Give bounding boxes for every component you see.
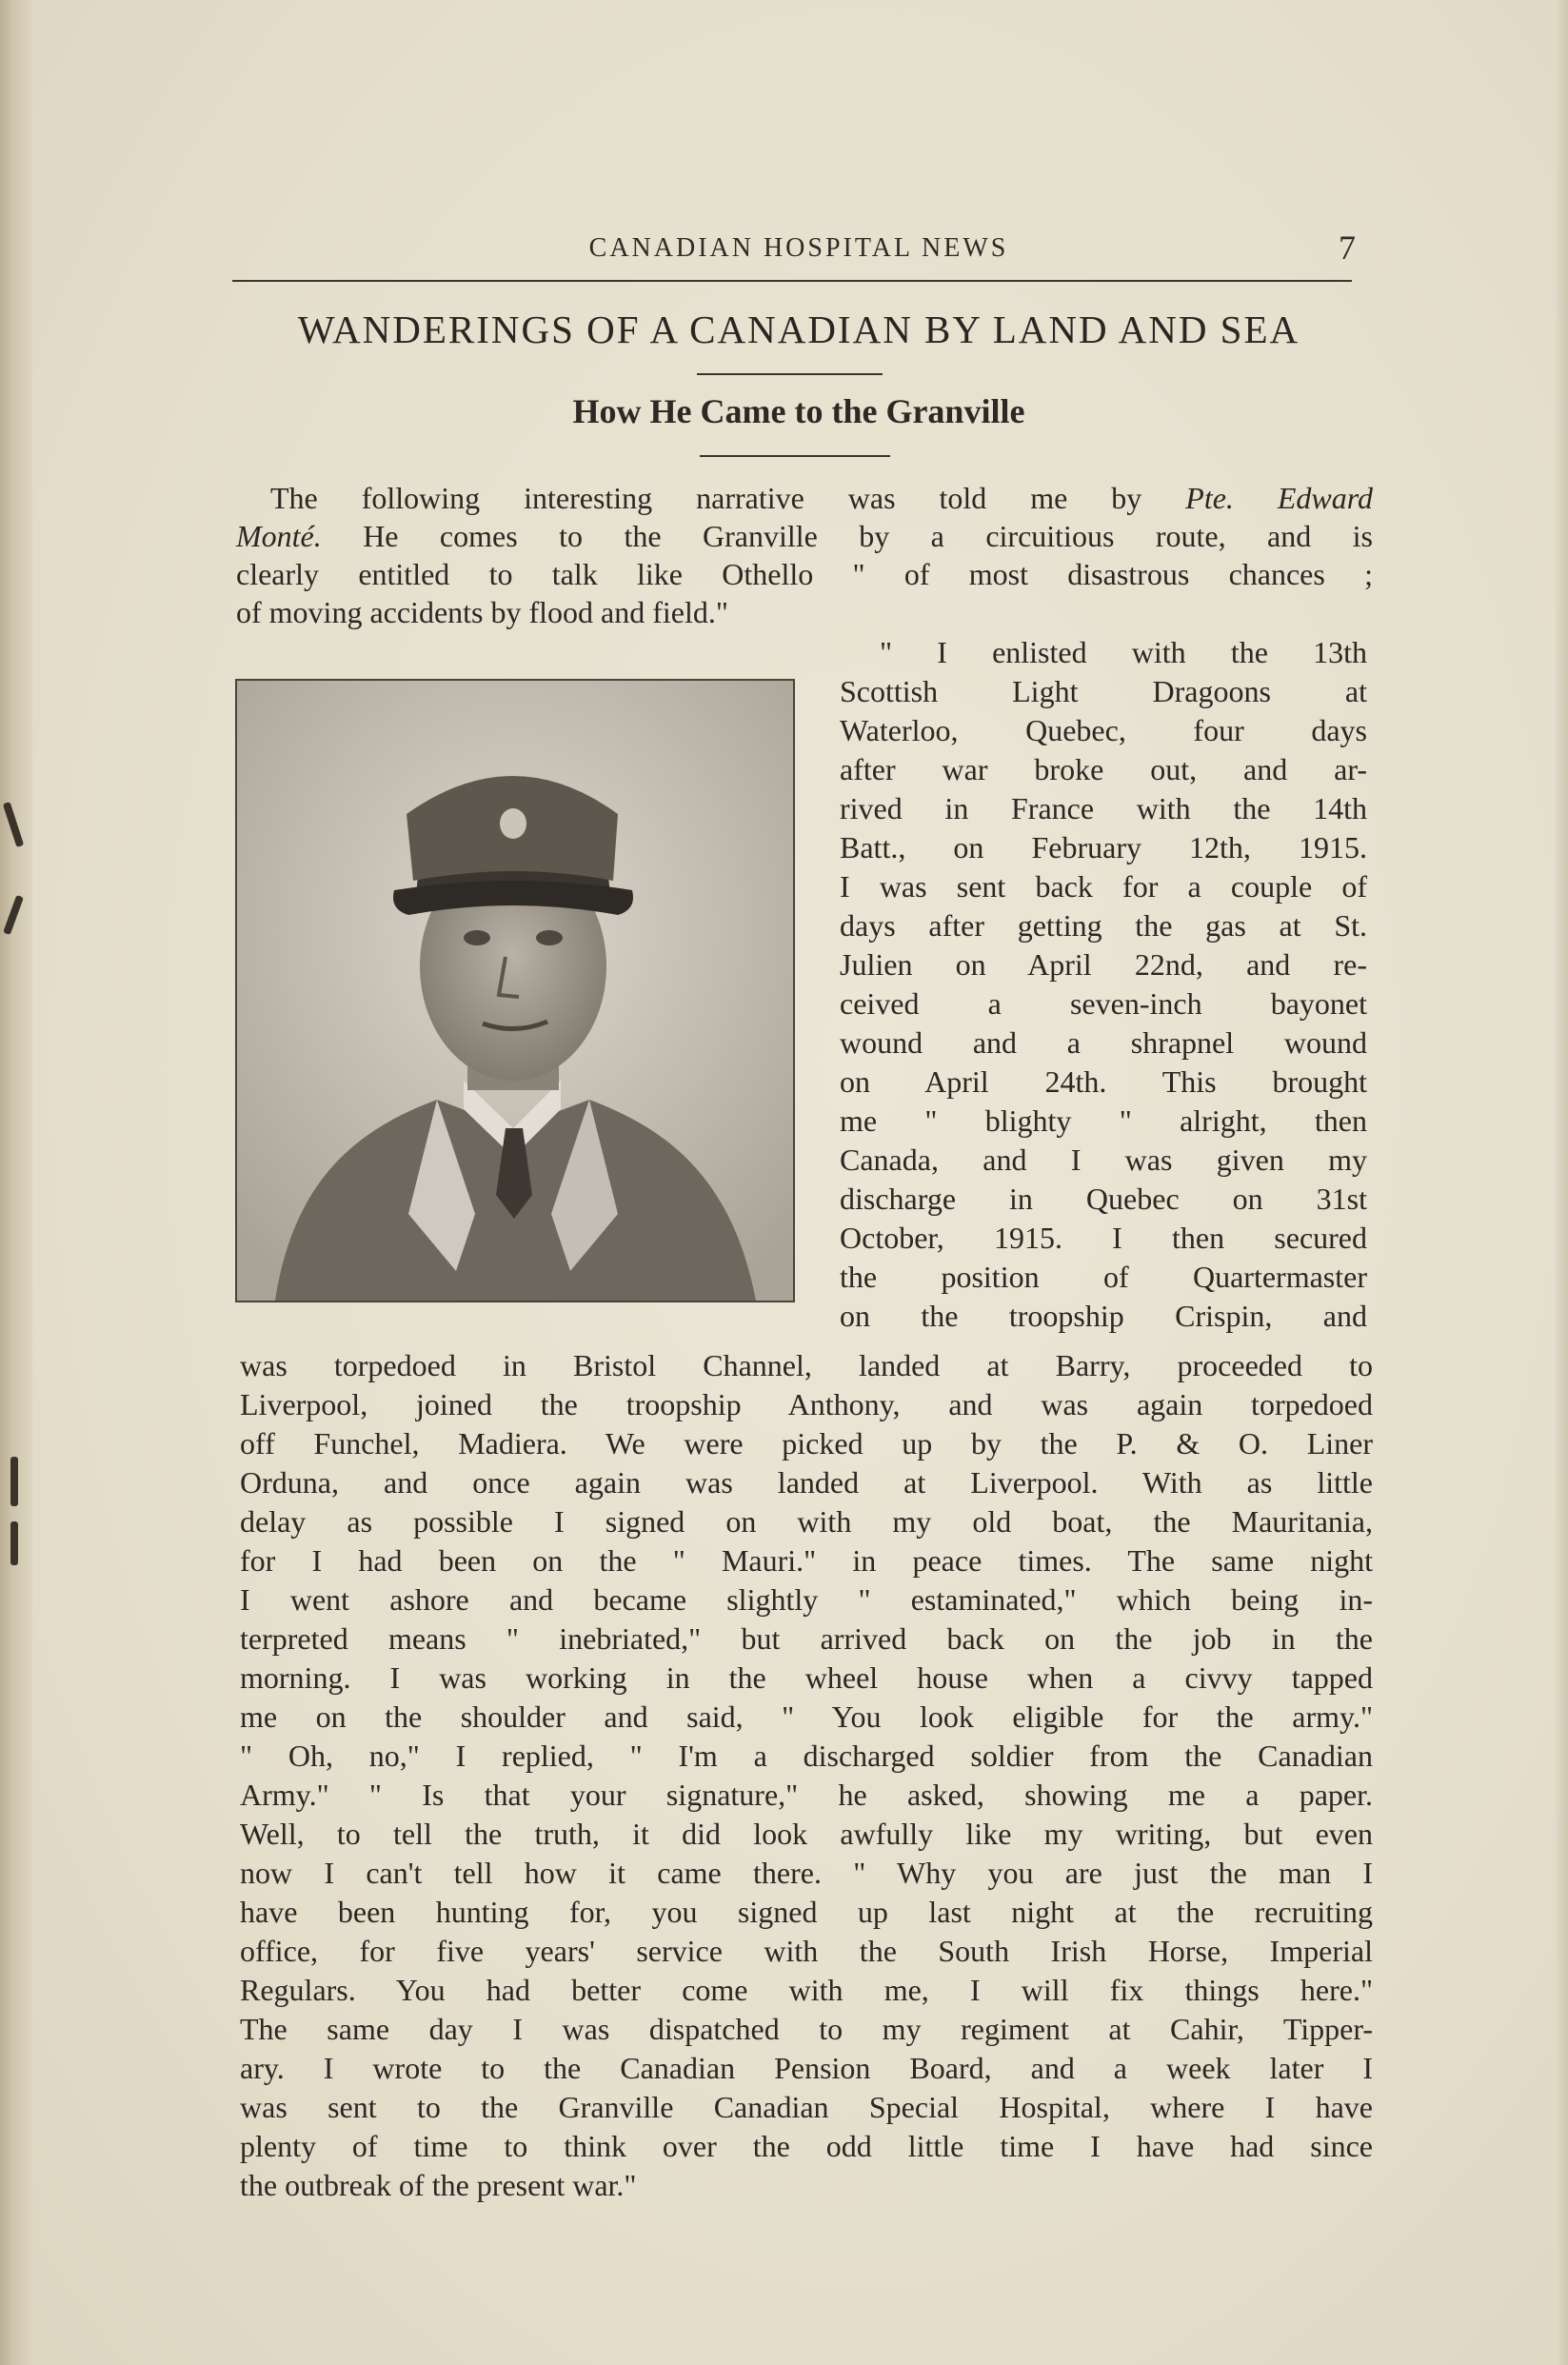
narrative-line: was sent to the Granville Canadian Special Hospital, where I have <box>240 2090 1373 2124</box>
narrative-line: I went ashore and became slightly " estaminated," which being in- <box>240 1582 1373 1617</box>
soldier-portrait <box>237 681 793 1301</box>
narrative-line: Well, to tell the truth, it did look awfully like my writing, but even <box>240 1817 1373 1851</box>
narrative-line: discharge in Quebec on 31st <box>840 1182 1367 1216</box>
narrative-line: after war broke out, and ar- <box>840 752 1367 786</box>
author-name: Pte. Edward <box>1185 481 1374 515</box>
binding-stitch <box>10 1521 18 1565</box>
intro-text: He comes to the Granville by a circuitious route, and is <box>363 519 1374 553</box>
narrative-line: rived in France with the 14th <box>840 791 1367 825</box>
narrative-line: Army." " Is that your signature," he asked, showing me a paper. <box>240 1778 1373 1812</box>
narrative-line: Orduna, and once again was landed at Liverpool. With as little <box>240 1465 1373 1500</box>
narrative-line: office, for five years' service with the South Irish Horse, Imperial <box>240 1934 1373 1968</box>
narrative-line: Liverpool, joined the troopship Anthony, and was again torpedoed <box>240 1387 1373 1421</box>
narrative-line: Scottish Light Dragoons at <box>840 674 1367 708</box>
narrative-line: terpreted means " inebriated," but arrived back on the job in the <box>240 1621 1373 1656</box>
narrative-line: Waterloo, Quebec, four days <box>840 713 1367 747</box>
intro-line <box>236 517 1373 555</box>
narrative-line: Batt., on February 12th, 1915. <box>840 830 1367 865</box>
narrative-line: ary. I wrote to the Canadian Pension Board, and a week later I <box>240 2051 1373 2085</box>
narrative-line: The same day I was dispatched to my regiment at Cahir, Tipper- <box>240 2012 1373 2046</box>
narrative-line: the outbreak of the present war." <box>240 2168 637 2202</box>
narrative-line: " Oh, no," I replied, " I'm a discharged soldier from the Canadian <box>240 1739 1373 1773</box>
running-head <box>232 231 1365 279</box>
narrative-line: morning. I was working in the wheel house when a civvy tapped <box>240 1660 1373 1695</box>
narrative-line: off Funchel, Madiera. We were picked up by the P. & O. Liner <box>240 1426 1373 1461</box>
narrative-line: Julien on April 22nd, and re- <box>840 947 1367 982</box>
narrative-line: " I enlisted with the 13th <box>880 635 1367 669</box>
author-surname: Monté. <box>236 519 322 553</box>
narrative-line: plenty of time to think over the odd little time I have had since <box>240 2129 1373 2163</box>
article-title: WANDERINGS OF A CANADIAN BY LAND AND SEA <box>297 308 1300 351</box>
header-rule <box>232 280 1352 282</box>
narrative-line: days after getting the gas at St. <box>840 908 1367 943</box>
intro-text: The following interesting narrative was told me by <box>270 481 1142 515</box>
running-title: CANADIAN HOSPITAL NEWS <box>588 233 1009 263</box>
narrative-line: ceived a seven-inch bayonet <box>840 986 1367 1021</box>
narrative-line: me on the shoulder and said, " You look eligible for the army." <box>240 1699 1373 1734</box>
intro-line <box>270 479 1373 517</box>
intro-line: clearly entitled to talk like Othello " of most disastrous chances ; <box>236 557 1373 591</box>
title-rule <box>697 373 883 375</box>
narrative-line: the position of Quartermaster <box>840 1260 1367 1294</box>
narrative-line: Canada, and I was given my <box>840 1143 1367 1177</box>
narrative-line: now I can't tell how it came there. " Why you are just the man I <box>240 1856 1373 1890</box>
narrative-line: me " blighty " alright, then <box>840 1103 1367 1138</box>
narrative-line: was torpedoed in Bristol Channel, landed at Barry, proceeded to <box>240 1348 1373 1382</box>
article-subtitle: How He Came to the Granville <box>572 392 1025 430</box>
narrative-line: I was sent back for a couple of <box>840 869 1367 904</box>
narrative-line: October, 1915. I then secured <box>840 1221 1367 1255</box>
binding-spine <box>0 0 32 2365</box>
narrative-line: Regulars. You had better come with me, I will fix things here." <box>240 1973 1373 2007</box>
narrative-line: on the troopship Crispin, and <box>840 1299 1367 1333</box>
soldier-portrait-photo <box>235 679 795 1302</box>
page-number: 7 <box>1339 229 1356 267</box>
narrative-line: for I had been on the " Mauri." in peace times. The same night <box>240 1543 1373 1578</box>
page-edge <box>1555 0 1568 2365</box>
subtitle-rule <box>700 455 890 457</box>
narrative-line: wound and a shrapnel wound <box>840 1025 1367 1060</box>
intro-line: of moving accidents by flood and field." <box>236 595 728 629</box>
narrative-line: have been hunting for, you signed up last night at the recruiting <box>240 1895 1373 1929</box>
narrative-line: on April 24th. This brought <box>840 1064 1367 1099</box>
narrative-line: delay as possible I signed on with my old boat, the Mauritania, <box>240 1504 1373 1539</box>
binding-stitch <box>10 1457 18 1506</box>
